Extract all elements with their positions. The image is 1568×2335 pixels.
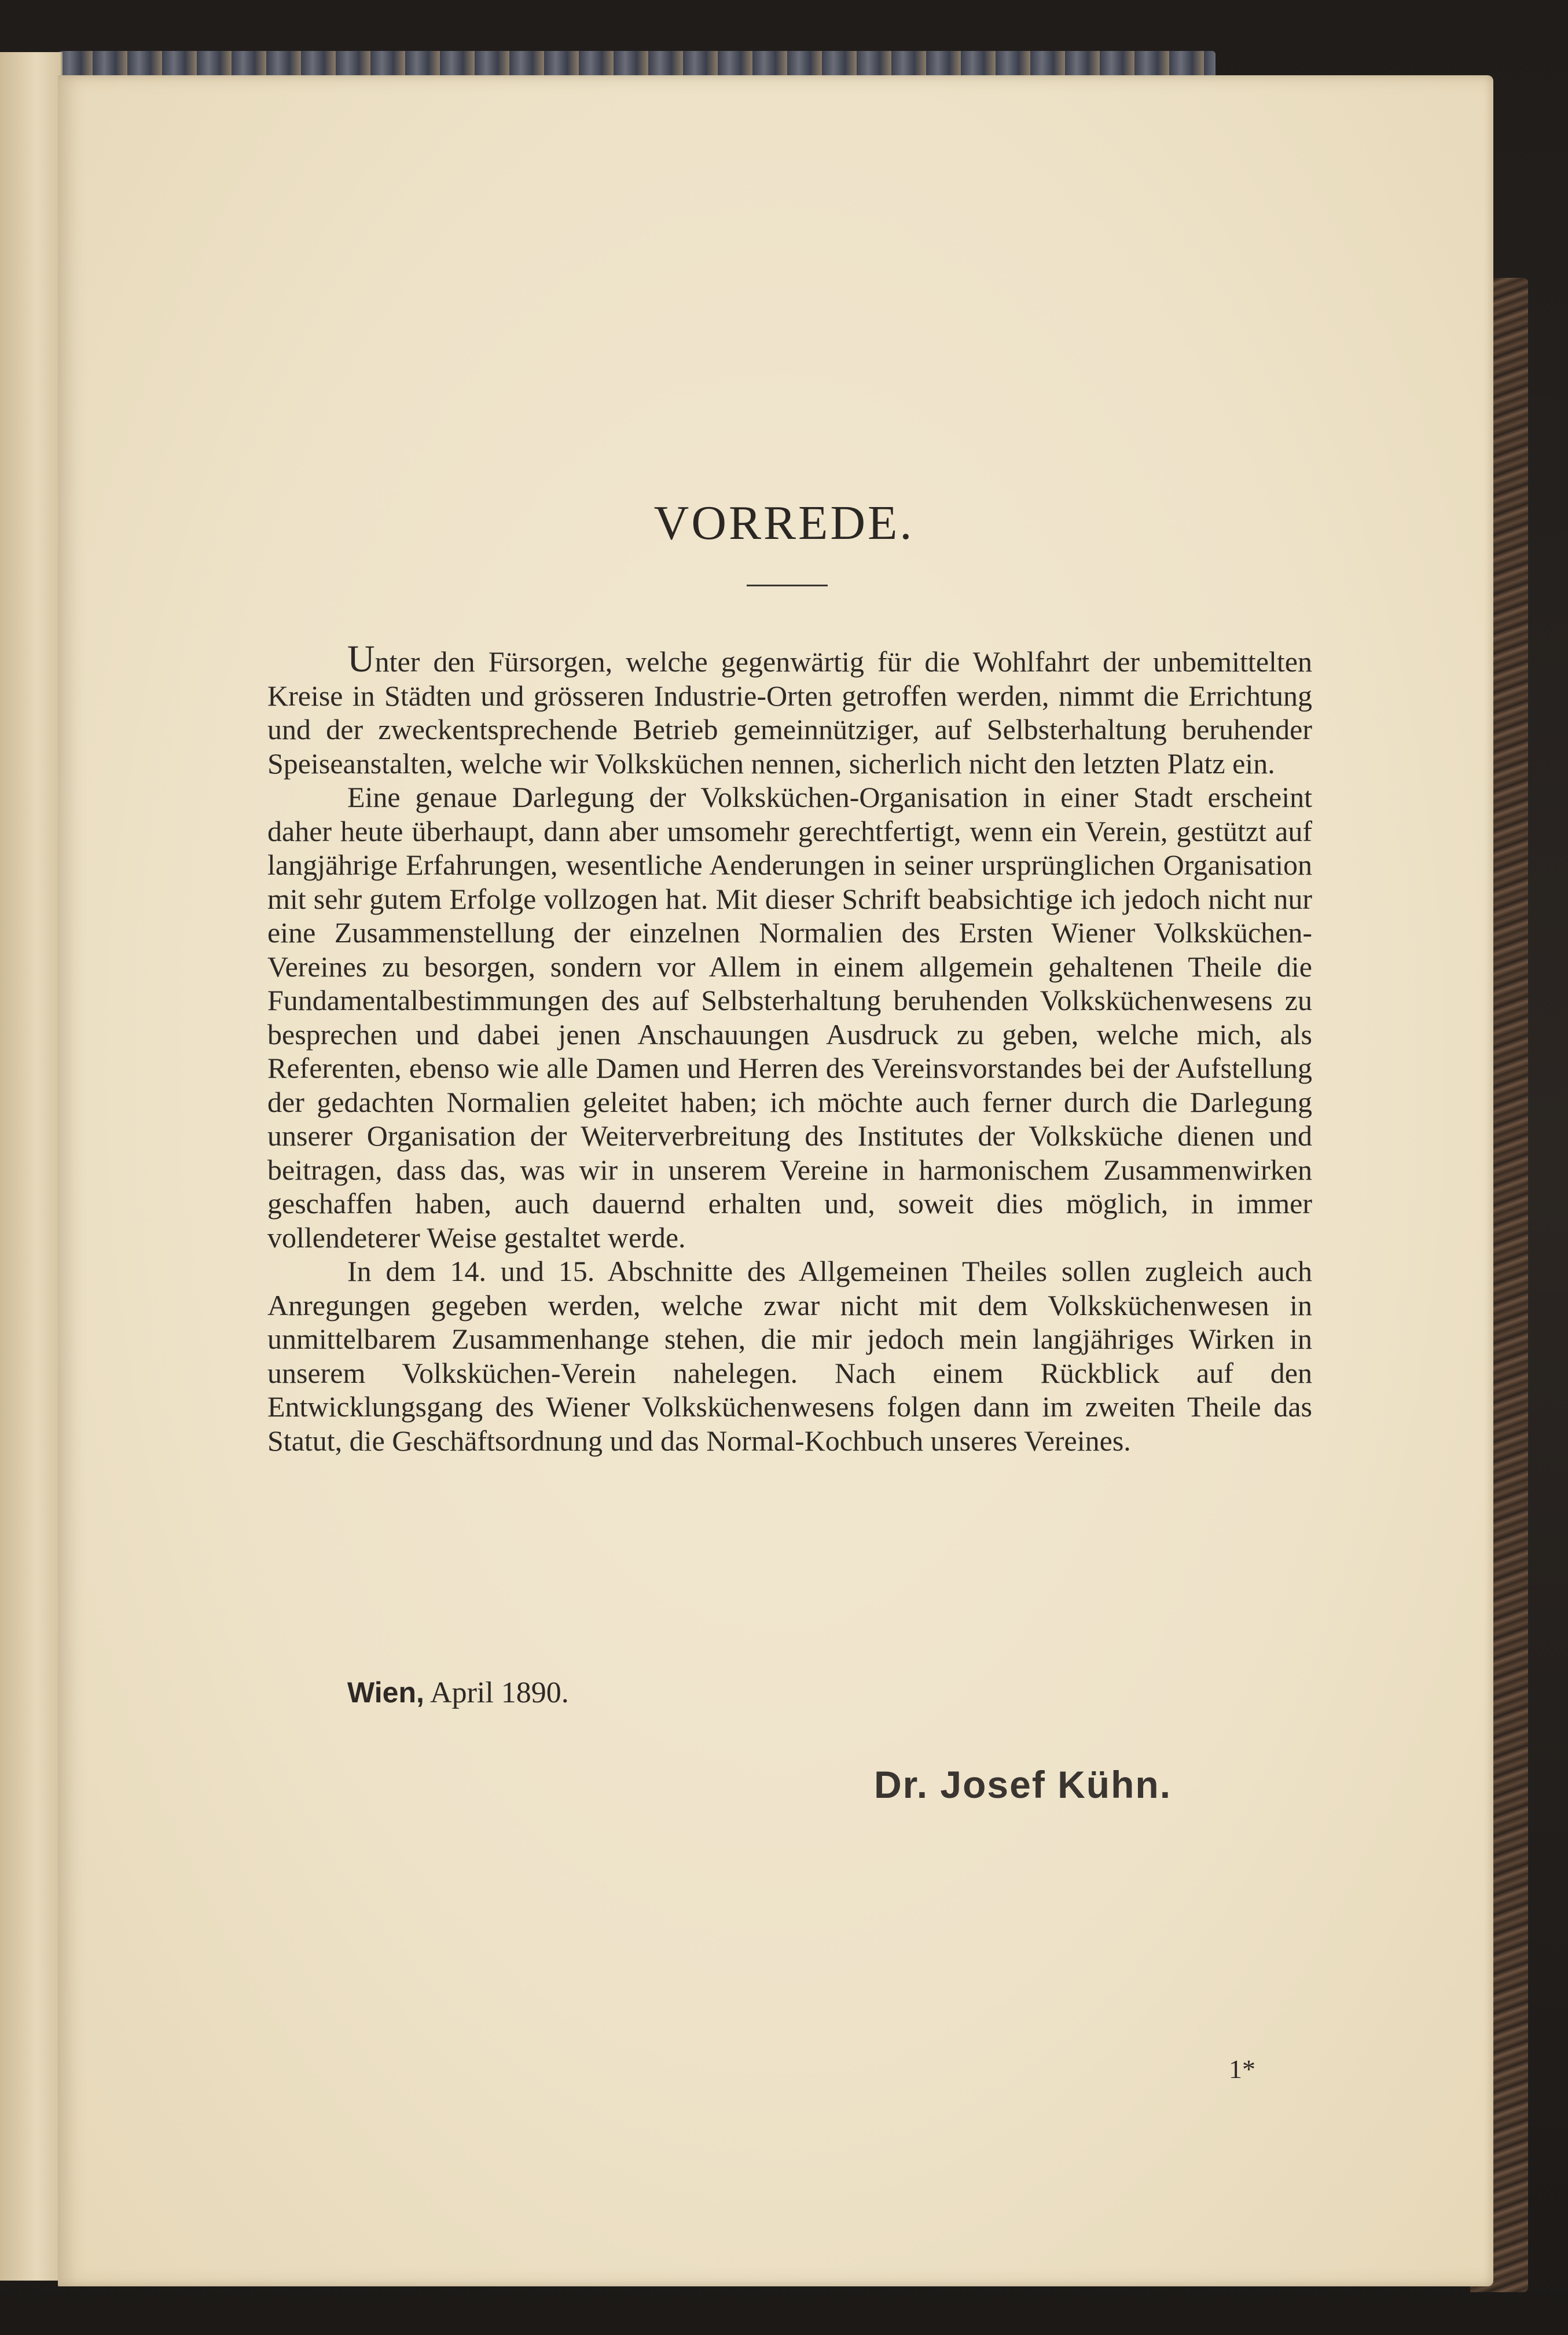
dateline	[347, 1676, 569, 1710]
dateline-place: Wien,	[347, 1676, 424, 1709]
paragraph-2: Eine genaue Darlegung der Volksküchen-Organisation in einer Stadt erscheint daher heute überhaupt, dann aber umsomehr gerechtfertigt, wenn ein Verein, gestützt auf langjährige Erfahrungen, wesentliche Aenderungen in seiner ursprünglichen Organisation mit sehr gutem Erfolge vollzogen hat. Mit dieser Schrift beabsichtige ich jedoch nicht nur eine Zusammenstellung der einzelnen Normalien des Ersten Wiener Volksküchen-Vereines zu besorgen, sondern vor Allem in einem allgemein gehaltenen Theile die Fundamentalbestimmungen des auf Selbsterhaltung beruhenden Volksküchenwesens zu besprechen und dabei jenen Anschauungen Ausdruck zu geben, welche mich, als Referenten, ebenso wie alle Damen und Herren des Vereinsvorstandes bei der Aufstellung der gedachten Normalien geleitet haben; ich möchte auch ferner durch die Darlegung unserer Organisation der Weiterverbreitung des Institutes der Volksküche dienen und beitragen, dass das, was wir in unserem Vereine in harmonischem Zusammenwirken geschaffen haben, auch dauernd erhalten und, soweit dies möglich, in immer vollendeterer Weise gestaltet werde.	[267, 781, 1312, 1254]
preface-body	[267, 638, 1312, 1457]
left-page-edge	[0, 52, 63, 2281]
dateline-date: April 1890.	[430, 1676, 569, 1709]
author-signature: Dr. Josef Kühn.	[874, 1763, 1172, 1806]
page-title: VORREDE.	[653, 496, 915, 550]
initial-letter: U	[347, 638, 375, 680]
paragraph-1	[267, 638, 1312, 780]
title-divider	[747, 585, 828, 586]
page-number: 1*	[1229, 2054, 1255, 2084]
paragraph-3: In dem 14. und 15. Abschnitte des Allgemeinen Theiles sollen zugleich auch Anregungen gegeben werden, welche zwar nicht mit dem Volksküchenwesen in unmittelbarem Zusammenhange stehen, die mir jedoch mein langjähriges Wirken in unserem Volksküchen-Verein nahelegen. Nach einem Rückblick auf den Entwicklungsgang des Wiener Volksküchenwesens folgen dann im zweiten Theile das Statut, die Geschäftsordnung und das Normal-Kochbuch unseres Vereines.	[267, 1255, 1312, 1457]
paragraph-1-text: nter den Fürsorgen, welche gegenwärtig für die Wohlfahrt der unbemittelten Kreise in Städten und grösseren Industrie-Orten getroffen werden, nimmt die Errichtung und der zweckentsprechende Betrieb gemeinnütziger, auf Selbsterhaltung beruhender Speiseanstalten, welche wir Volksküchen nennen, sicherlich nicht den letzten Platz ein.	[267, 645, 1312, 780]
